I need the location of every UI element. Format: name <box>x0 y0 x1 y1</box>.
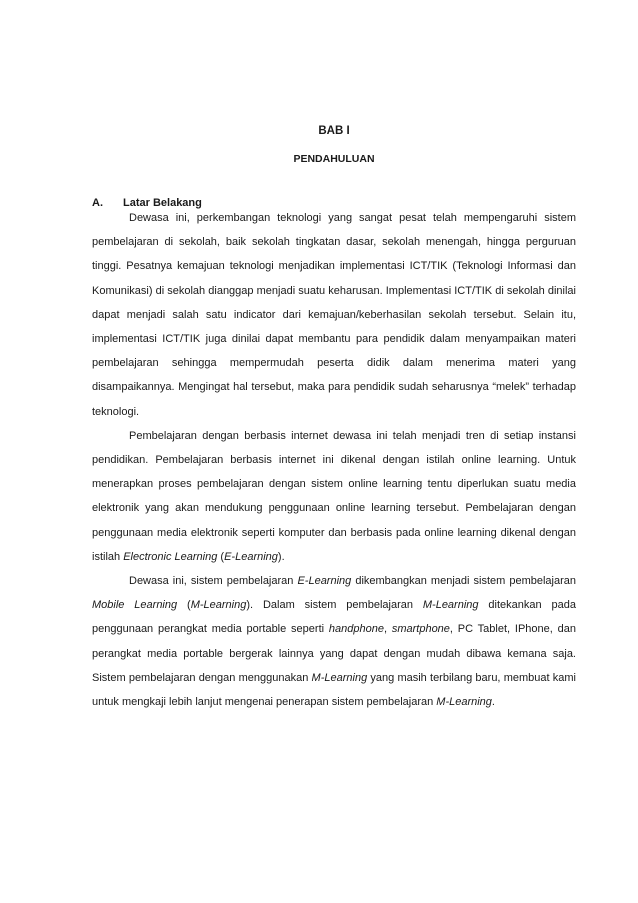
chapter-label: BAB I <box>318 125 350 137</box>
text-run: dikembangkan menjadi sistem pembelajaran <box>351 575 576 588</box>
italic-term: M-Learning <box>190 599 247 612</box>
paragraph-3 <box>92 569 576 714</box>
italic-term: smartphone <box>391 623 450 636</box>
body-text <box>92 206 576 714</box>
italic-term: Electronic Learning <box>123 550 218 563</box>
chapter-title: PENDAHULUAN <box>293 153 375 165</box>
text-run: Dewasa ini, perkembangan teknologi yang sangat pesat telah mempengaruhi sistem pembelajaran di sekolah, baik sekolah tingkatan dasar, sekolah menengah, hingga perguruan tinggi. Pesatnya kemajuan teknologi menjadikan implementasi ICT/TIK (Teknologi Informasi dan Komunikasi) di sekolah dianggap menjadi suatu keharusan. Implementasi ICT/TIK di sekolah dinilai dapat menjadi salah satu indicator dari kemajuan/keberhasilan sekolah tersebut. Selain itu, implementasi ICT/TIK juga dinilai dapat membantu para pendidik dalam menyampaikan materi pembelajaran sehingga mempermudah peserta didik dalam menerima materi yang disampaikannya. Mengingat hal tersebut, maka para pendidik sudah seharusnya “melek” terhadap teknologi. <box>92 212 576 418</box>
italic-term: E-Learning <box>297 575 352 588</box>
text-run: ( <box>177 599 191 612</box>
text-run: ditekankan pada penggunaan perangkat media portable seperti <box>92 599 576 636</box>
section-number: A. <box>92 197 103 209</box>
text-run: . <box>491 696 495 709</box>
italic-term: M-Learning <box>436 696 492 709</box>
text-run: ). Dalam sistem pembelajaran <box>246 599 423 612</box>
italic-term: M-Learning <box>422 599 479 612</box>
paragraph-2 <box>92 424 576 569</box>
italic-term: E-Learning <box>224 550 278 563</box>
paragraph-1 <box>92 206 576 424</box>
text-run: ( <box>217 550 225 563</box>
text-run: Pembelajaran dengan berbasis internet dewasa ini telah menjadi tren di setiap instansi pendidikan. Pembelajaran berbasis internet ini dikenal dengan istilah online learning. Untuk menerapkan proses pembelajaran dengan sistem online learning tentu diperlukan suatu media elektronik yang akan mendukung penggunaan online learning tersebut. Pembelajaran dengan penggunaan media elektronik seperti komputer dan berbasis pada online learning dikenal dengan istilah <box>92 429 576 563</box>
text-run: Dewasa ini, sistem pembelajaran <box>129 575 298 588</box>
text-run: , <box>383 623 392 636</box>
text-run: , PC Tablet, IPhone, dan perangkat media portable bergerak lainnya yang dapat dengan mudah dibawa kemana saja. Sistem pembelajaran dengan menggunakan <box>92 623 576 684</box>
text-run: ). <box>277 550 285 563</box>
italic-term: Mobile Learning <box>92 599 178 612</box>
italic-term: handphone <box>328 623 384 636</box>
section-title: Latar Belakang <box>123 197 202 209</box>
text-run: yang masih terbilang baru, membuat kami untuk mengkaji lebih lanjut mengenai penerapan sistem pembelajaran <box>92 671 576 709</box>
italic-term: M-Learning <box>311 671 368 684</box>
